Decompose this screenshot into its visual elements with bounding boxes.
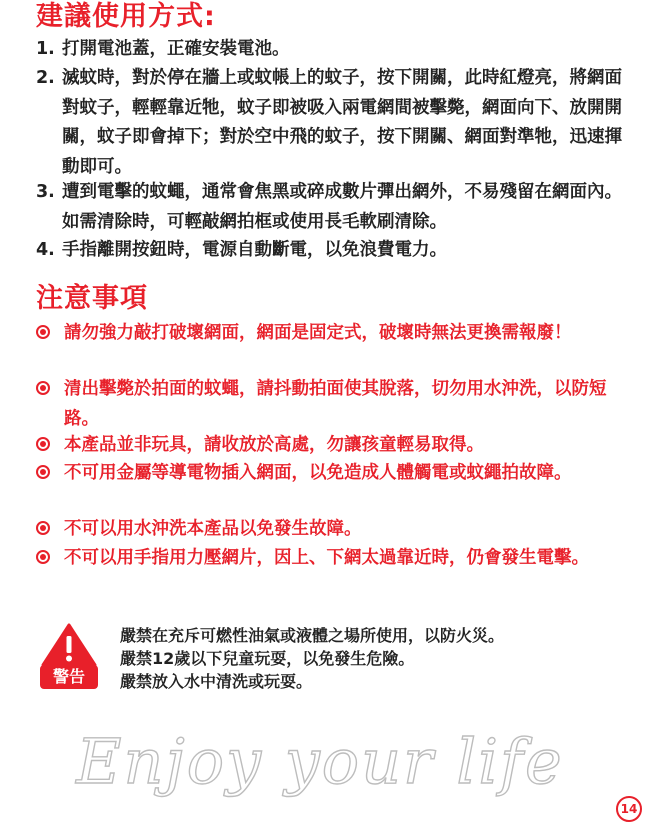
slogan-text: Enjoy your life bbox=[76, 725, 564, 798]
notes-heading: 注意事項 bbox=[36, 283, 148, 314]
bullet-icon bbox=[36, 550, 50, 564]
usage-item-text: 滅蚊時，對於停在牆上或蚊帳上的蚊子，按下開關，此時紅燈亮，將網面對蚊子，輕輕靠近牠，蚊子即被吸入兩電網間被擊斃，網面向下、放開開關，蚊子即會掉下；對於空中飛的蚊子，按下開關、網面對準牠，迅速揮動即可。 bbox=[62, 68, 622, 177]
usage-item-number: 3. bbox=[36, 182, 55, 202]
usage-item-text: 手指離開按鈕時，電源自動斷電，以免浪費電力。 bbox=[62, 240, 447, 260]
note-item-3 bbox=[36, 430, 626, 460]
bullet-icon bbox=[36, 325, 50, 339]
note-item-text: 不可以用水沖洗本產品以免發生故障。 bbox=[64, 519, 362, 539]
warning-line-1: 嚴禁在充斥可燃性油氣或液體之場所使用，以防火災。 bbox=[120, 626, 505, 645]
note-item-4 bbox=[36, 458, 626, 488]
bullet-icon bbox=[36, 465, 50, 479]
warning-sign bbox=[40, 623, 98, 689]
warnings-list bbox=[120, 624, 620, 693]
note-item-text: 不可用金屬等導電物插入網面，以免造成人體觸電或蚊繩拍故障。 bbox=[64, 463, 572, 483]
note-item-5 bbox=[36, 514, 626, 544]
note-item-2 bbox=[36, 374, 626, 434]
note-item-6 bbox=[36, 543, 626, 573]
page-number-badge: 14 bbox=[616, 796, 642, 822]
bullet-icon bbox=[36, 381, 50, 395]
warning-line-2: 嚴禁12歲以下兒童玩耍，以免發生危險。 bbox=[120, 649, 415, 668]
usage-item-number: 4. bbox=[36, 240, 55, 260]
bullet-icon bbox=[36, 437, 50, 451]
note-item-text: 請勿強力敲打破壞網面，網面是固定式，破壞時無法更換需報廢！ bbox=[64, 323, 572, 343]
note-item-text: 本產品並非玩具，請收放於高處，勿讓孩童輕易取得。 bbox=[64, 435, 484, 455]
slogan-watermark bbox=[0, 715, 650, 805]
note-item-text: 清出擊斃於拍面的蚊蠅，請抖動拍面使其脫落，切勿用水沖洗，以防短路。 bbox=[64, 379, 607, 429]
exclamation-triangle-icon bbox=[40, 623, 98, 667]
note-item-1 bbox=[36, 318, 626, 348]
usage-item-number: 2. bbox=[36, 68, 55, 88]
warning-label: 警告 bbox=[40, 665, 98, 689]
warning-line-3: 嚴禁放入水中清洗或玩耍。 bbox=[120, 672, 313, 691]
usage-item-text: 遭到電擊的蚊蠅，通常會焦黑或碎成數片彈出網外，不易殘留在網面內。如需清除時，可輕敲網拍框或使用長毛軟刷清除。 bbox=[62, 182, 622, 232]
usage-item-number: 1. bbox=[36, 39, 55, 59]
bullet-icon bbox=[36, 521, 50, 535]
usage-heading: 建議使用方式: bbox=[36, 1, 216, 32]
usage-item-text: 打開電池蓋，正確安裝電池。 bbox=[62, 39, 290, 59]
note-item-text: 不可以用手指用力壓網片，因上、下網太過靠近時，仍會發生電擊。 bbox=[64, 548, 589, 568]
